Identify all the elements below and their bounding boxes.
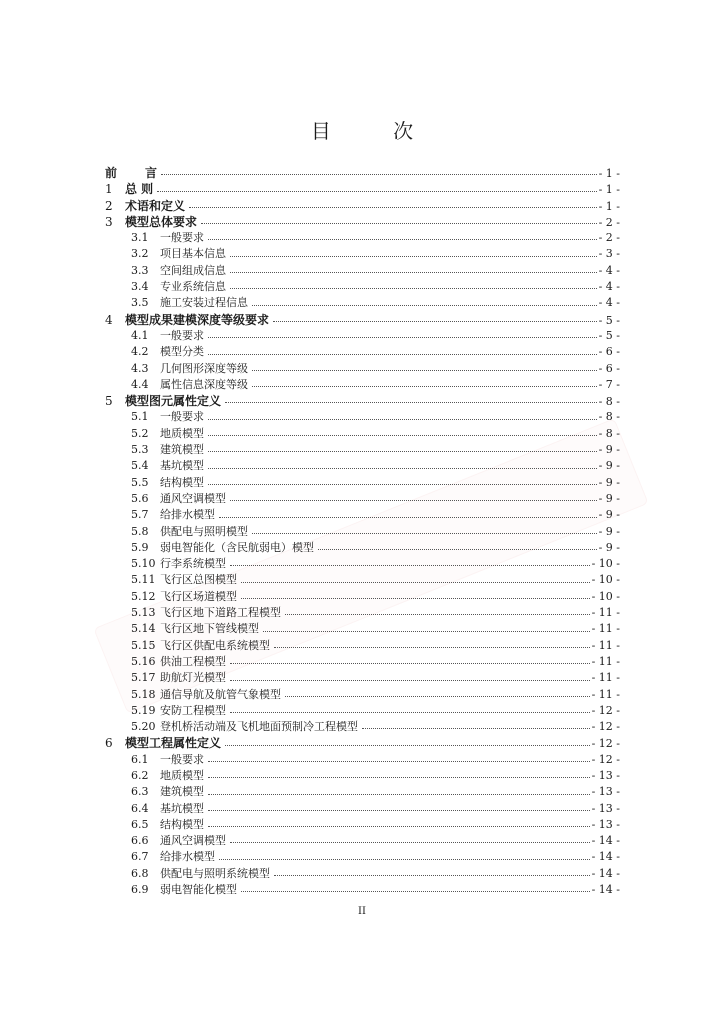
dot-leader: [274, 874, 590, 876]
toc-entry-number: 6: [105, 736, 113, 751]
dot-leader: [208, 336, 597, 338]
toc-entry-number: 2: [105, 198, 113, 213]
toc-entry-number: 5.10: [131, 557, 156, 571]
toc-entry-page: - 9 -: [598, 443, 620, 457]
toc-entry-number: 5.2: [131, 426, 149, 440]
toc-entry-page: - 13 -: [591, 768, 620, 782]
toc-entry-page: - 5 -: [598, 328, 620, 342]
toc-section-entry[interactable]: [105, 295, 620, 311]
dot-leader: [252, 385, 597, 387]
toc-section-entry[interactable]: [105, 882, 620, 898]
toc-entry-page: - 8 -: [598, 395, 620, 409]
toc-entry-number: 5.15: [131, 638, 156, 652]
toc-section-entry[interactable]: [105, 670, 620, 686]
dot-leader: [252, 532, 597, 534]
toc-entry-label: 基坑模型: [160, 459, 204, 473]
toc-entry-label: 安防工程模型: [160, 703, 226, 717]
dot-leader: [362, 727, 590, 729]
toc-entry-number: 前: [105, 166, 118, 180]
toc-entry-number: 6.6: [131, 834, 149, 848]
toc-entry-label: 飞行区供配电系统模型: [160, 638, 270, 652]
dot-leader: [241, 597, 590, 599]
toc-entry-label: 模型图元属性定义: [125, 394, 222, 409]
toc-entry-label: 属性信息深度等级: [160, 377, 248, 391]
toc-entry-page: - 12 -: [591, 720, 620, 734]
toc-entry-page: - 1 -: [598, 199, 620, 213]
toc-entry-page: - 9 -: [598, 491, 620, 505]
toc-section-entry[interactable]: [105, 507, 620, 523]
toc-entry-label: 弱电智能化（含民航弱电）模型: [160, 540, 314, 554]
toc-entry-number: 4.3: [131, 361, 149, 375]
toc-entry-number: 6.3: [131, 785, 149, 799]
toc-entry-label: 言: [145, 166, 158, 180]
toc-section-entry[interactable]: [105, 442, 620, 458]
dot-leader: [208, 825, 590, 827]
dot-leader: [230, 564, 590, 566]
toc-entry-page: - 14 -: [591, 866, 620, 880]
toc-entry-page: - 13 -: [591, 801, 620, 815]
toc-entry-page: - 9 -: [598, 540, 620, 554]
toc-entry-label: 飞行区总图模型: [160, 573, 237, 587]
toc-entry-label: 飞行区场道模型: [160, 589, 237, 603]
toc-section-entry[interactable]: [105, 328, 620, 344]
toc-entry-page: - 14 -: [591, 834, 620, 848]
dot-leader: [230, 711, 590, 713]
toc-entry-number: 6.2: [131, 768, 149, 782]
toc-entry-page: - 1 -: [598, 167, 620, 180]
toc-entry-number: 6.9: [131, 883, 149, 897]
toc-section-entry[interactable]: [105, 817, 620, 833]
toc-entry-page: - 8 -: [598, 426, 620, 440]
toc-entry-page: - 3 -: [598, 247, 620, 261]
dot-leader: [241, 581, 590, 583]
toc-entry-label: 通风空调模型: [160, 491, 226, 505]
toc-chapter-entry[interactable]: [105, 165, 620, 181]
dot-leader: [157, 190, 596, 192]
table-of-contents: [105, 165, 620, 898]
dot-leader: [208, 238, 597, 240]
toc-entry-number: 3: [105, 214, 113, 229]
dot-leader: [252, 304, 597, 306]
page-title: 目 次: [310, 119, 442, 143]
toc-chapter-entry[interactable]: [105, 181, 620, 197]
dot-leader: [230, 679, 590, 681]
toc-entry-label: 总 则: [125, 182, 154, 197]
toc-entry-number: 6.5: [131, 817, 149, 831]
toc-entry-number: 5.12: [131, 589, 156, 603]
toc-entry-label: 专业系统信息: [160, 280, 226, 294]
toc-entry-number: 5.3: [131, 443, 149, 457]
toc-entry-label: 供配电与照明系统模型: [160, 866, 270, 880]
toc-entry-label: 结构模型: [160, 817, 204, 831]
dot-leader: [219, 858, 590, 860]
toc-entry-number: 5.1: [131, 410, 149, 424]
toc-entry-label: 供配电与照明模型: [160, 524, 248, 538]
toc-section-entry[interactable]: [105, 377, 620, 393]
toc-entry-label: 给排水模型: [160, 850, 215, 864]
toc-entry-number: 5.17: [131, 671, 156, 685]
toc-section-entry[interactable]: [105, 361, 620, 377]
toc-entry-number: 1: [105, 182, 113, 197]
toc-entry-label: 结构模型: [160, 475, 204, 489]
toc-entry-label: 几何图形深度等级: [160, 361, 248, 375]
toc-entry-page: - 11 -: [591, 654, 620, 668]
toc-section-entry[interactable]: [105, 230, 620, 246]
toc-section-entry[interactable]: [105, 719, 620, 735]
toc-entry-page: - 13 -: [591, 817, 620, 831]
toc-section-entry[interactable]: [105, 572, 620, 588]
toc-entry-label: 模型成果建模深度等级要求: [125, 312, 270, 327]
toc-entry-label: 通风空调模型: [160, 834, 226, 848]
toc-section-entry[interactable]: [105, 638, 620, 654]
toc-section-entry[interactable]: [105, 849, 620, 865]
dot-leader: [230, 662, 590, 664]
toc-entry-number: 5.11: [131, 573, 156, 587]
dot-leader: [273, 320, 597, 322]
toc-entry-label: 空间组成信息: [160, 263, 226, 277]
toc-entry-page: - 4 -: [598, 263, 620, 277]
toc-entry-number: 5.18: [131, 687, 156, 701]
toc-entry-page: - 10 -: [591, 573, 620, 587]
toc-entry-label: 弱电智能化模型: [160, 883, 237, 897]
dot-leader: [230, 255, 597, 257]
toc-section-entry[interactable]: [105, 540, 620, 556]
toc-entry-label: 建筑模型: [160, 443, 204, 457]
toc-chapter-entry[interactable]: [105, 198, 620, 214]
toc-entry-label: 供油工程模型: [160, 654, 226, 668]
toc-chapter-entry[interactable]: [105, 312, 620, 328]
toc-entry-label: 飞行区地下管线模型: [160, 622, 259, 636]
toc-section-entry[interactable]: [105, 605, 620, 621]
dot-leader: [189, 206, 597, 208]
toc-entry-page: - 6 -: [598, 361, 620, 375]
toc-entry-label: 一般要求: [160, 328, 204, 342]
toc-entry-label: 助航灯光模型: [160, 671, 226, 685]
toc-section-entry[interactable]: [105, 752, 620, 768]
toc-entry-page: - 14 -: [591, 883, 620, 897]
dot-leader: [208, 353, 597, 355]
toc-section-entry[interactable]: [105, 246, 620, 262]
toc-entry-number: 5.9: [131, 540, 149, 554]
toc-section-entry[interactable]: [105, 703, 620, 719]
dot-leader: [161, 173, 597, 175]
toc-section-entry[interactable]: [105, 426, 620, 442]
toc-entry-number: 4.4: [131, 377, 149, 391]
toc-entry-page: - 11 -: [591, 638, 620, 652]
dot-leader: [201, 222, 597, 224]
toc-entry-page: - 11 -: [591, 622, 620, 636]
toc-entry-page: - 9 -: [598, 524, 620, 538]
dot-leader: [225, 744, 590, 746]
dot-leader: [208, 467, 597, 469]
toc-entry-label: 行李系统模型: [160, 557, 226, 571]
toc-section-entry[interactable]: [105, 654, 620, 670]
toc-section-entry[interactable]: [105, 491, 620, 507]
toc-entry-number: 6.1: [131, 752, 149, 766]
toc-entry-label: 一般要求: [160, 231, 204, 245]
toc-entry-page: - 12 -: [591, 752, 620, 766]
toc-entry-number: 5.16: [131, 654, 156, 668]
toc-chapter-entry[interactable]: [105, 735, 620, 751]
dot-leader: [230, 271, 597, 273]
dot-leader: [225, 401, 597, 403]
toc-section-entry[interactable]: [105, 621, 620, 637]
toc-section-entry[interactable]: [105, 263, 620, 279]
dot-leader: [263, 630, 590, 632]
dot-leader: [208, 450, 597, 452]
toc-section-entry[interactable]: [105, 279, 620, 295]
toc-section-entry[interactable]: [105, 524, 620, 540]
toc-section-entry[interactable]: [105, 458, 620, 474]
dot-leader: [274, 646, 590, 648]
toc-entry-number: 4.1: [131, 328, 149, 342]
toc-entry-label: 基坑模型: [160, 801, 204, 815]
toc-entry-label: 施工安装过程信息: [160, 296, 248, 310]
toc-section-entry[interactable]: [105, 784, 620, 800]
toc-entry-number: 6.4: [131, 801, 149, 815]
toc-section-entry[interactable]: [105, 556, 620, 572]
dot-leader: [208, 434, 597, 436]
toc-entry-label: 给排水模型: [160, 508, 215, 522]
dot-leader: [208, 809, 590, 811]
toc-entry-number: 3.2: [131, 247, 149, 261]
toc-entry-number: 5.20: [131, 720, 156, 734]
toc-entry-page: - 12 -: [591, 703, 620, 717]
toc-entry-label: 通信导航及航管气象模型: [160, 687, 281, 701]
toc-entry-page: - 1 -: [598, 183, 620, 197]
toc-entry-number: 4.2: [131, 345, 149, 359]
toc-entry-label: 登机桥活动端及飞机地面预制冷工程模型: [160, 720, 358, 734]
toc-entry-number: 3.1: [131, 231, 149, 245]
dot-leader: [208, 418, 597, 420]
toc-entry-number: 5.14: [131, 622, 156, 636]
toc-entry-page: - 13 -: [591, 785, 620, 799]
toc-entry-number: 5.19: [131, 703, 156, 717]
toc-entry-page: - 9 -: [598, 475, 620, 489]
toc-entry-number: 6.7: [131, 850, 149, 864]
toc-entry-label: 地质模型: [160, 426, 204, 440]
toc-entry-label: 建筑模型: [160, 785, 204, 799]
toc-entry-page: - 11 -: [591, 671, 620, 685]
toc-entry-number: 5.8: [131, 524, 149, 538]
toc-entry-page: - 4 -: [598, 296, 620, 310]
dot-leader: [252, 369, 597, 371]
toc-entry-number: 5.6: [131, 491, 149, 505]
dot-leader: [230, 841, 590, 843]
toc-entry-number: 4: [105, 312, 113, 327]
toc-entry-number: 5.4: [131, 459, 149, 473]
toc-entry-number: 3.3: [131, 263, 149, 277]
toc-section-entry[interactable]: [105, 833, 620, 849]
toc-entry-number: 5.5: [131, 475, 149, 489]
toc-entry-page: - 10 -: [591, 589, 620, 603]
dot-leader: [285, 613, 590, 615]
toc-entry-page: - 11 -: [591, 687, 620, 701]
toc-entry-page: - 5 -: [598, 313, 620, 327]
toc-section-entry[interactable]: [105, 768, 620, 784]
toc-entry-label: 一般要求: [160, 410, 204, 424]
toc-section-entry[interactable]: [105, 801, 620, 817]
toc-entry-label: 术语和定义: [125, 198, 186, 213]
toc-entry-page: - 9 -: [598, 508, 620, 522]
toc-entry-label: 项目基本信息: [160, 247, 226, 261]
toc-chapter-entry[interactable]: [105, 214, 620, 230]
toc-entry-page: - 12 -: [591, 737, 620, 751]
toc-entry-page: - 10 -: [591, 557, 620, 571]
toc-entry-page: - 9 -: [598, 459, 620, 473]
toc-entry-page: - 8 -: [598, 410, 620, 424]
page-number: II: [358, 906, 366, 917]
toc-section-entry[interactable]: [105, 866, 620, 882]
toc-entry-label: 一般要求: [160, 752, 204, 766]
dot-leader: [208, 483, 597, 485]
dot-leader: [230, 287, 597, 289]
toc-entry-page: - 6 -: [598, 345, 620, 359]
dot-leader: [230, 499, 597, 501]
toc-entry-number: 3.4: [131, 280, 149, 294]
toc-section-entry[interactable]: [105, 687, 620, 703]
toc-entry-page: - 2 -: [598, 231, 620, 245]
dot-leader: [219, 516, 597, 518]
toc-entry-page: - 4 -: [598, 280, 620, 294]
toc-entry-page: - 2 -: [598, 215, 620, 229]
toc-entry-number: 5.13: [131, 606, 156, 620]
toc-entry-page: - 11 -: [591, 606, 620, 620]
dot-leader: [208, 776, 590, 778]
toc-section-entry[interactable]: [105, 344, 620, 360]
toc-entry-label: 模型工程属性定义: [125, 736, 222, 751]
dot-leader: [318, 548, 597, 550]
toc-entry-number: 3.5: [131, 296, 149, 310]
dot-leader: [208, 760, 590, 762]
toc-entry-page: - 7 -: [598, 377, 620, 391]
toc-entry-label: 模型分类: [160, 345, 204, 359]
dot-leader: [241, 890, 590, 892]
dot-leader: [208, 793, 590, 795]
toc-entry-label: 地质模型: [160, 768, 204, 782]
toc-chapter-entry[interactable]: [105, 393, 620, 409]
toc-entry-number: 5: [105, 394, 113, 409]
toc-entry-page: - 14 -: [591, 850, 620, 864]
dot-leader: [285, 695, 590, 697]
toc-entry-number: 5.7: [131, 508, 149, 522]
toc-section-entry[interactable]: [105, 589, 620, 605]
toc-entry-number: 6.8: [131, 866, 149, 880]
toc-entry-label: 模型总体要求: [125, 214, 198, 229]
toc-section-entry[interactable]: [105, 409, 620, 425]
toc-section-entry[interactable]: [105, 475, 620, 491]
toc-entry-label: 飞行区地下道路工程模型: [160, 606, 281, 620]
